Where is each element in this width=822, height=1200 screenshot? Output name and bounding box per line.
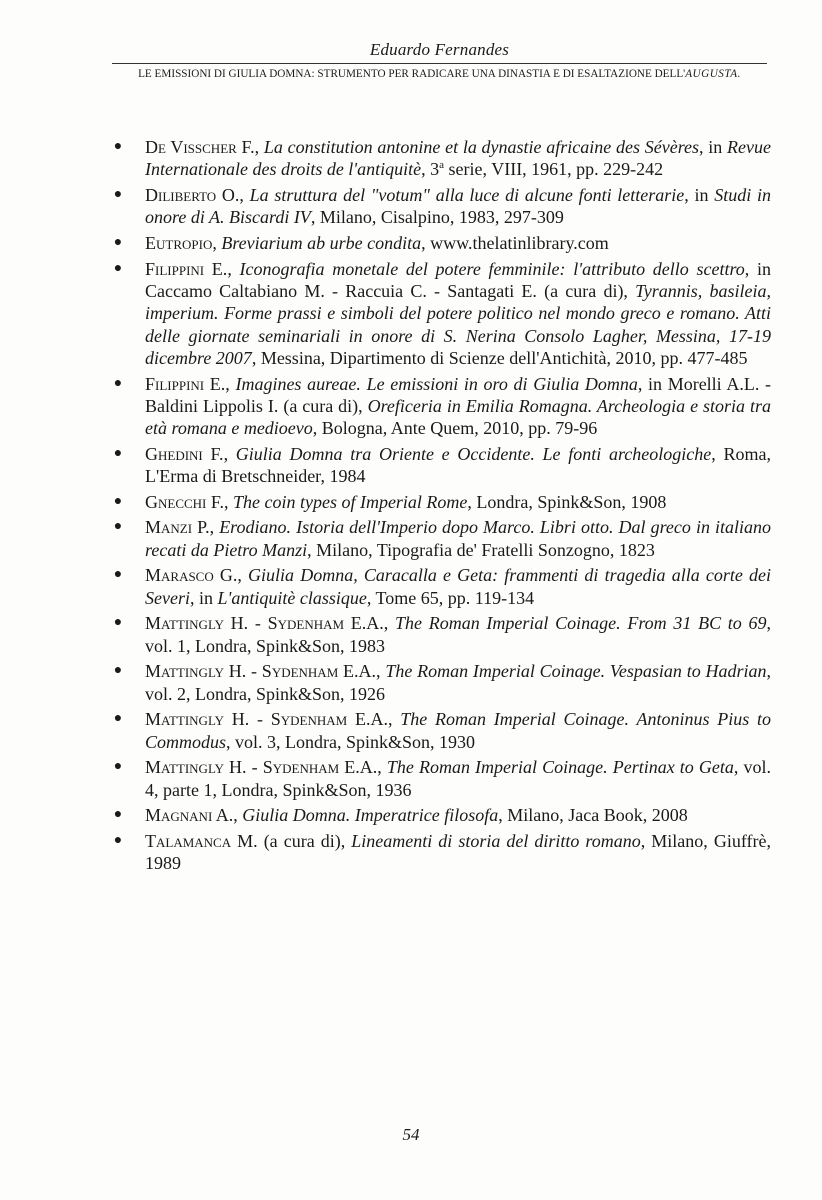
entry-title: Giulia Domna. Imperatrice filosofa: [242, 805, 499, 826]
entry-connector: , in Morelli A.L. - Baldini Lippolis I. (a cura di),: [145, 373, 771, 416]
bullet-icon: ●: [113, 833, 123, 849]
entry-publication: , vol. 2, Londra, Spink&Son, 1926: [145, 661, 771, 704]
entry-title: The Roman Imperial Coinage. Pertinax to Geta: [386, 757, 734, 778]
entry-connector: , in Caccamo Caltabiano M. - Raccuia C. - Santagati E. (a cura di),: [145, 258, 771, 301]
entry-connector: , in: [699, 137, 728, 157]
entry-author: De Visscher F.: [145, 137, 255, 157]
bibliography-entry: ● Eutropio, Breviarium ab urbe condita, www.thelatinlibrary.com: [111, 232, 771, 254]
bullet-icon: ●: [113, 711, 123, 727]
entry-container: Oreficeria in Emilia Romagna. Archeologia e storia tra età romana e medioevo: [145, 395, 771, 439]
entry-connector: , in: [684, 184, 715, 205]
bullet-icon: ●: [113, 260, 123, 276]
bullet-icon: ●: [113, 234, 123, 250]
entry-author: Magnani A.: [145, 805, 234, 826]
entry-author: Eutropio: [145, 232, 213, 253]
bibliography-entry: ● Gnecchi F., The coin types of Imperial Rome, Londra, Spink&Son, 1908: [111, 491, 771, 513]
entry-author: Filippini E.: [145, 258, 228, 279]
bibliography-list: [111, 136, 771, 878]
entry-publication: , www.thelatinlibrary.com: [421, 232, 609, 253]
running-head: [112, 40, 767, 82]
bullet-icon: ●: [113, 663, 123, 679]
bullet-icon: ●: [113, 186, 123, 202]
entry-title: Giulia Domna, Caracalla e Geta: frammenti di tragedia alla corte dei Severi: [145, 565, 771, 608]
entry-container: Tyrannis, basileia, imperium. Forme prassi e simboli del potere politico nel mondo greco e romano. Atti delle giornate seminariali in onore di S. Nerina Consolo Lagher, Messina, 17-19 dicembre 2007: [145, 280, 771, 368]
running-head-subtitle: [112, 67, 767, 82]
entry-author: Diliberto O.: [145, 184, 240, 205]
entry-container: Revue Internationale des droits de l'antiquitè: [145, 137, 771, 180]
bibliography-entry: ● Diliberto O., La struttura del "votum" alla luce di alcune fonti letterarie, in Studi in onore di A. Biscardi IV, Milano, Cisalpino, 1983, 297-309: [111, 184, 771, 229]
bibliography-entry: ● Filippini E., Iconografia monetale del potere femminile: l'attributo dello scettro, in Caccamo Caltabiano M. - Raccuia C. - Santagati E. (a cura di), Tyrannis, basileia, imperium. Forme prassi e simboli del potere politico nel mondo greco e romano. Atti delle giornate seminariali in onore di S. Nerina Consolo Lagher, Messina, 17-19 dicembre 2007, Messina, Dipartimento di Scienze dell'Antichità, 2010, pp. 477-485: [111, 258, 771, 369]
bibliography-entry: ● Magnani A., Giulia Domna. Imperatrice filosofa, Milano, Jaca Book, 2008: [111, 804, 771, 826]
entry-title: The Roman Imperial Coinage. Antoninus Pius to Commodus: [145, 709, 771, 752]
entry-edition-prefix: , 3: [421, 159, 440, 180]
entry-author: Ghedini F.: [145, 443, 224, 464]
entry-author: Mattingly H. - Sydenham E.A.: [145, 661, 377, 682]
entry-title: Lineamenti di storia del diritto romano: [351, 831, 641, 852]
page-number: 54: [402, 1125, 420, 1144]
entry-container: L'antiquitè classique: [217, 587, 367, 608]
entry-title: Breviarium ab urbe condita: [221, 232, 422, 253]
entry-publication: , Tome 65, pp. 119-134: [366, 587, 535, 608]
entry-author: Mattingly H. - Sydenham E.A.: [145, 709, 388, 730]
entry-publication: serie, VIII, 1961, pp. 229-242: [444, 159, 664, 180]
bullet-icon: ●: [113, 139, 123, 154]
bullet-icon: ●: [113, 445, 123, 461]
entry-publication: , Londra, Spink&Son, 1908: [467, 491, 667, 512]
entry-publication: , Milano, Giuffrè, 1989: [145, 831, 771, 874]
entry-superscript: a: [439, 159, 445, 172]
header-rule: [112, 63, 767, 64]
entry-author: Manzi P.: [145, 517, 210, 538]
subtitle-main: LE EMISSIONI DI GIULIA DOMNA: STRUMENTO PER RADICARE UNA DINASTIA E DI ESALTAZIONE DELL': [138, 68, 686, 80]
bullet-icon: ●: [113, 493, 123, 509]
entry-publication: , Bologna, Ante Quem, 2010, pp. 79-96: [312, 418, 598, 439]
entry-title: Erodiano. Istoria dell'Imperio dopo Marco. Libri otto. Dal greco in italiano recati da Pietro Manzi: [145, 517, 772, 560]
bibliography-entry: [111, 830, 771, 875]
entry-publication: , Milano, Tipografia de' Fratelli Sonzogno, 1823: [307, 539, 655, 560]
bibliography-entry: ● Mattingly H. - Sydenham E.A., The Roman Imperial Coinage. From 31 BC to 69, vol. 1, Londra, Spink&Son, 1983: [111, 612, 771, 657]
entry-container: Studi in onore di A. Biscardi IV: [145, 184, 771, 228]
entry-connector: , in: [189, 587, 218, 608]
bullet-icon: ●: [113, 807, 123, 823]
entry-publication: , vol. 3, Londra, Spink&Son, 1930: [226, 731, 476, 752]
entry-author: Mattingly H. - Sydenham E.A.: [145, 613, 384, 634]
bibliography-entry: ● Mattingly H. - Sydenham E.A., The Roman Imperial Coinage. Vespasian to Hadrian, vol. 2, Londra, Spink&Son, 1926: [111, 660, 771, 705]
bibliography-entry: ● Filippini E., Imagines aureae. Le emissioni in oro di Giulia Domna, in Morelli A.L. - Baldini Lippolis I. (a cura di), Oreficeria in Emilia Romagna. Archeologia e storia tra età romana e medioevo, Bologna, Ante Quem, 2010, pp. 79-96: [111, 373, 771, 440]
entry-publication: , Messina, Dipartimento di Scienze dell'Antichità, 2010, pp. 477-485: [251, 347, 748, 368]
bibliography-entry: ● Mattingly H. - Sydenham E.A., The Roman Imperial Coinage. Pertinax to Geta, vol. 4, parte 1, Londra, Spink&Son, 1936: [111, 756, 771, 801]
entry-title: Iconografia monetale del potere femminile: l'attributo dello scettro: [239, 258, 745, 279]
entry-publication: , vol. 1, Londra, Spink&Son, 1983: [145, 613, 772, 656]
entry-author: Mattingly H. - Sydenham E.A.: [145, 757, 378, 778]
entry-publication: , Roma, L'Erma di Bretschneider, 1984: [145, 443, 771, 487]
subtitle-augusta: AUGUSTA.: [685, 68, 741, 80]
bibliography-entry: ● Mattingly H. - Sydenham E.A., The Roman Imperial Coinage. Antoninus Pius to Commodus, vol. 3, Londra, Spink&Son, 1930: [111, 708, 771, 753]
bullet-icon: ●: [113, 615, 123, 631]
bibliography-entry: ● De Visscher F., La constitution antonine et la dynastie africaine des Sévères, in Revue Internationale des droits de l'antiquitè, 3$^a$ serie, VIII, 1961, pp. 229-242: [111, 136, 771, 181]
bullet-icon: ●: [113, 759, 123, 775]
entry-author: Marasco G.: [145, 565, 238, 586]
bibliography-entry: ● Marasco G., Giulia Domna, Caracalla e Geta: frammenti di tragedia alla corte dei Severi, in L'antiquitè classique, Tome 65, pp. 119-134: [111, 564, 771, 609]
entry-publication: , Milano, Jaca Book, 2008: [498, 805, 688, 826]
entry-title: The Roman Imperial Coinage. Vespasian to Hadrian: [385, 661, 767, 682]
running-head-author: Eduardo Fernandes: [369, 40, 510, 59]
entry-title: Giulia Domna tra Oriente e Occidente. Le fonti archeologiche: [235, 443, 712, 464]
entry-title: La constitution antonine et la dynastie africaine des Sévères: [263, 137, 700, 157]
entry-author: Gnecchi F.: [145, 491, 224, 512]
entry-author: Talamanca M.: [145, 831, 258, 852]
entry-publication: , Milano, Cisalpino, 1983, 297-309: [310, 207, 564, 228]
bullet-icon: ●: [113, 375, 123, 391]
entry-title: Imagines aureae. Le emissioni in oro di Giulia Domna: [235, 373, 638, 394]
entry-title: The Roman Imperial Coinage. From 31 BC to 69: [394, 613, 767, 634]
entry-editor-note: (a cura di),: [257, 831, 352, 852]
bullet-icon: ●: [113, 519, 123, 535]
entry-publication: , vol. 4, parte 1, Londra, Spink&Son, 1936: [145, 757, 771, 800]
bibliography-entry: ● Ghedini F., Giulia Domna tra Oriente e Occidente. Le fonti archeologiche, Roma, L'Erma di Bretschneider, 1984: [111, 443, 771, 488]
entry-author: Filippini E.: [145, 373, 226, 394]
entry-title: La struttura del "votum" alla luce di alcune fonti letterarie: [249, 184, 685, 205]
entry-title: The coin types of Imperial Rome: [232, 491, 468, 512]
bullet-icon: ●: [113, 567, 123, 583]
bibliography-entry: ● Manzi P., Erodiano. Istoria dell'Imperio dopo Marco. Libri otto. Dal greco in italiano recati da Pietro Manzi, Milano, Tipografia de' Fratelli Sonzogno, 1823: [111, 516, 771, 561]
